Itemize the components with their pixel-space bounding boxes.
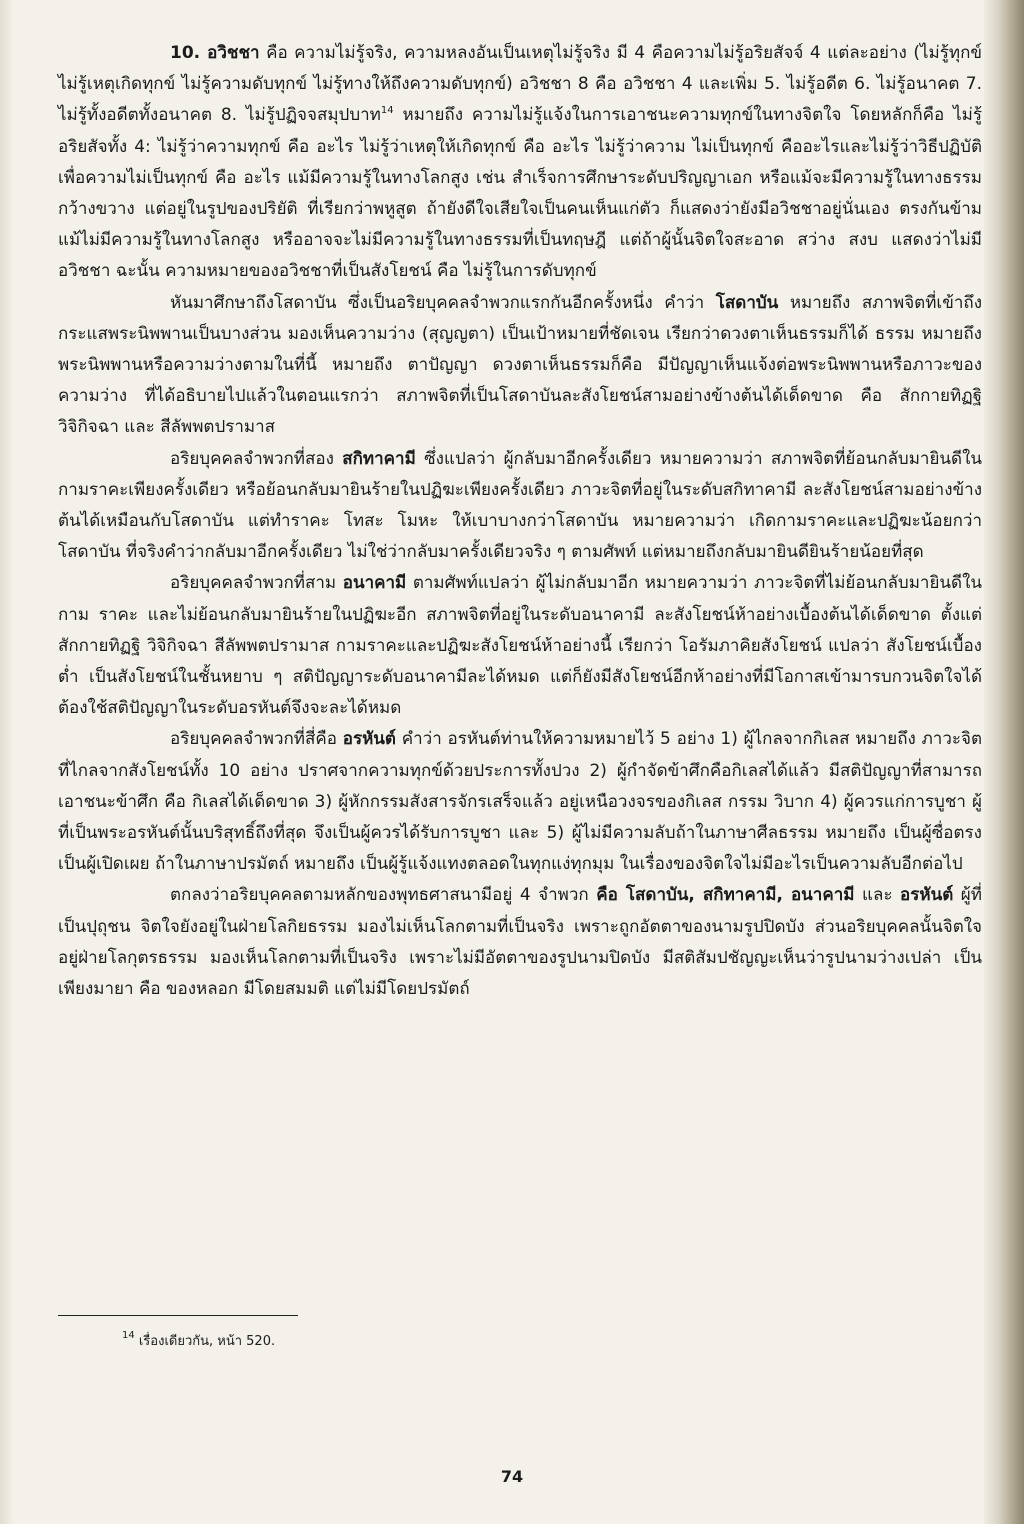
footnote — [122, 1330, 276, 1351]
footnote-text: เรื่องเดียวกัน, หน้า 520. — [134, 1334, 276, 1349]
body-text — [58, 38, 982, 1005]
bold-term: อรหันต์ — [900, 885, 954, 906]
page-number: 74 — [500, 1467, 524, 1486]
paragraph-text: ผู้ที่เป็นปุถุชน จิตใจยังอยู่ในฝ่ายโลกิยธรรม มองไม่เห็นโลกตามที่เป็นจริง เพราะถูกอัตตาของนามรูปปิดบัง ส่วนอริยบุคคลนั้นจิตใจอยู่ฝ่ายโลกุตรธรรม มองเห็นโลกตามที่เป็นจริง เพราะไม่มีอัตตาของรูปนามปิดบัง มีสติสัมปชัญญะเห็นว่ารูปนามว่างเปล่า เป็นเพียงมายา คือ ของหลอก มีโดยสมมติ แต่ไม่มีโดยปรมัตถ์ — [58, 885, 982, 1000]
paragraph — [58, 288, 982, 444]
bold-term: สกิทาคามี — [342, 448, 416, 469]
paragraph-text: อริยบุคคลจำพวกที่สี่คือ — [170, 729, 343, 750]
paragraph-text: อริยบุคคลจำพวกที่สาม — [170, 573, 343, 594]
paragraph-text: หันมาศึกษาถึงโสดาบัน ซึ่งเป็นอริยบุคคลจำพวกแรกกันอีกครั้งหนึ่ง คำว่า — [170, 292, 716, 313]
paragraph-text: คำว่า อรหันต์ท่านให้ความหมายไว้ 5 อย่าง 1) ผู้ไกลจากกิเลส หมายถึง ภาวะจิตที่ไกลจากสังโยชน์ทั้ง 10 อย่าง ปราศจากความทุกข์ด้วยประการทั้งปวง 2) ผู้กำจัดข้าศึกคือกิเลสได้แล้ว มีสติปัญญาที่สามารถเอาชนะข้าศึก คือ กิเลสได้เด็ดขาด 3) ผู้หักกรรมสังสารจักรเสร็จแล้ว อยู่เหนือวงจรของกิเลส กรรม วิบาก 4) ผู้ควรแก่การบูชา ผู้ที่เป็นพระอรหันต์นั้นบริสุทธิ์ถึงที่สุด จึงเป็นผู้ควรได้รับการบูชา และ 5) ผู้ไม่มีความลับถ้าในภาษาศีลธรรม หมายถึง เป็นผู้ซื่อตรง เป็นผู้เปิดเผย ถ้าในภาษาปรมัตถ์ หมายถึง เป็นผู้รู้แจ้งแทงตลอดในทุกแง่ทุกมุม ในเรื่องของจิตใจไม่มีอะไรเป็นความลับอีกต่อไป — [58, 729, 983, 875]
page-edge-shadow — [984, 0, 1024, 1524]
bold-term: โสดาบัน — [715, 292, 779, 313]
paragraph-text: คือ ความไม่รู้จริง, ความหลงอันเป็นเหตุไม่รู้จริง มี 4 คือความไม่รู้อริยสัจจ์ 4 แต่ละอย่าง (ไม่รู้ทุกข์ ไม่รู้เหตุเกิดทุกข์ ไม่รู้ความดับทุกข์ ไม่รู้ทางให้ถึงความดับทุกข์) อวิชชา 8 คือ อวิชชา 4 และเพิ่ม 5. ไม่รู้อดีต 6. ไม่รู้อนาคต 7. ไม่รู้ทั้งอดีตทั้งอนาคต 8. ไม่รู้ปฏิจจสมุปบาท — [58, 43, 982, 126]
bold-term: อรหันต์ — [342, 729, 396, 750]
paragraph-text: หมายถึง สภาพจิตที่เข้าถึงกระแสพระนิพพานเป็นบางส่วน มองเห็นความว่าง (สุญญตา) เป็นเป้าหมายที่ชัดเจน เรียกว่าดวงตาเห็นธรรมก็ได้ ธรรม หมายถึง พระนิพพานหรือความว่างตามในที่นี้ หมายถึง ตาปัญญา ดวงตาเห็นธรรมก็คือ มีปัญญาเห็นแจ้งต่อพระนิพพานหรือภาวะของความว่าง ที่ได้อธิบายไปแล้วในตอนแรกว่า สภาพจิตที่เป็นโสดาบันละสังโยชน์สามอย่างข้างต้นได้เด็ดขาด คือ สักกายทิฏฐิ วิจิกิจฉา และ สีลัพพตปรามาส — [58, 292, 982, 438]
paragraph — [58, 568, 982, 724]
paragraph-text: ตามศัพท์แปลว่า ผู้ไม่กลับมาอีก หมายความว่า ภาวะจิตที่ไม่ย้อนกลับมายินดีในกาม ราคะ และไม่ย้อนกลับมายินร้ายในปฏิฆะอีก สภาพจิตที่อยู่ในระดับอนาคามี ละสังโยชน์ห้าอย่างเบื้องต้นได้เด็ดขาด ตั้งแต่สักกายทิฏฐิ วิจิกิจฉา สีลัพพตปรามาส กามราคะและปฏิฆะสังโยชน์ห้าอย่างนี้ เรียกว่า โอรัมภาคิยสังโยชน์ แปลว่า สังโยชน์เบื้องต่ำ เป็นสังโยชน์ในชั้นหยาบ ๆ สติปัญญาระดับอนาคามีละได้หมด แต่ก็ยังมีสังโยชน์อีกห้าอย่างที่มีโอกาสเข้ามารบกวนจิตใจได้ ต้องใช้สติปัญญาในระดับอรหันต์จึงจะละได้หมด — [58, 573, 982, 719]
footnote-divider — [58, 1315, 298, 1316]
paragraph — [58, 724, 982, 880]
paragraph — [58, 444, 982, 569]
bold-term: คือ โสดาบัน, สกิทาคามี, อนาคามี — [596, 885, 855, 906]
paragraph — [58, 38, 982, 288]
paragraph-text: ซึ่งแปลว่า ผู้กลับมาอีกครั้งเดียว หมายความว่า สภาพจิตที่ย้อนกลับมายินดีในกามราคะเพียงครั้งเดียว หรือย้อนกลับมายินร้ายในปฏิฆะเพียงครั้งเดียว ภาวะจิตที่อยู่ในระดับสกิทาคามี ละสังโยชน์สามอย่างข้างต้นได้เหมือนกับโสดาบัน แต่ทำราคะ โทสะ โมหะ ให้เบาบางกว่าโสดาบัน หมายความว่า เกิดกามราคะและปฏิฆะน้อยกว่าโสดาบัน ที่จริงคำว่ากลับมาอีกครั้งเดียว ไม่ใช่ว่ากลับมาครั้งเดียวจริง ๆ ตามศัพท์ แต่หมายถึงกลับมายินดียินร้ายน้อยที่สุด — [58, 448, 982, 563]
paragraph-text: หมายถึง ความไม่รู้แจ้งในการเอาชนะความทุกข์ในทางจิตใจ โดยหลักก็คือ ไม่รู้อริยสัจทั้ง 4: ไม่รู้ว่าความทุกข์ คือ อะไร ไม่รู้ว่าเหตุให้เกิดทุกข์ คือ อะไร ไม่รู้ว่าความ ไม่เป็นทุกข์ คืออะไรและไม่รู้ว่าวิธีปฏิบัติเพื่อความไม่เป็นทุกข์ คือ อะไร แม้มีความรู้ในทางโลกสูง เช่น สำเร็จการศึกษาระดับปริญญาเอก หรือแม้จะมีความรู้ในทางธรรมกว้างขวาง แต่อยู่ในรูปของปริยัติ ที่เรียกว่าพหูสูต ถ้ายังดีใจเสียใจเป็นคนเห็นแก่ตัว ก็แสดงว่ายังมีอวิชชาอยู่นั่นเอง ตรงกันข้ามแม้ไม่มีความรู้ในทางโลกสูง หรืออาจจะไม่มีความรู้ในทางธรรมที่เป็นทฤษฎี แต่ถ้าผู้นั้นจิตใจสะอาด สว่าง สงบ แสดงว่าไม่มีอวิชชา ฉะนั้น ความหมายของอวิชชาที่เป็นสังโยชน์ คือ ไม่รู้ในการดับทุกข์ — [58, 105, 982, 282]
paragraph — [58, 880, 982, 1005]
bold-term: อนาคามี — [342, 573, 407, 594]
paragraph-text: ตกลงว่าอริยบุคคลตามหลักของพุทธศาสนามีอยู่ 4 จำพวก — [170, 885, 597, 906]
page-gutter-shadow — [0, 0, 14, 1524]
bold-term: 10. อวิชชา — [170, 43, 260, 63]
footnote-reference: 14 — [380, 105, 394, 117]
footnote-marker: 14 — [122, 1330, 135, 1341]
paragraph-text: อริยบุคคลจำพวกที่สอง — [170, 448, 343, 469]
paragraph-text: และ — [854, 885, 901, 906]
